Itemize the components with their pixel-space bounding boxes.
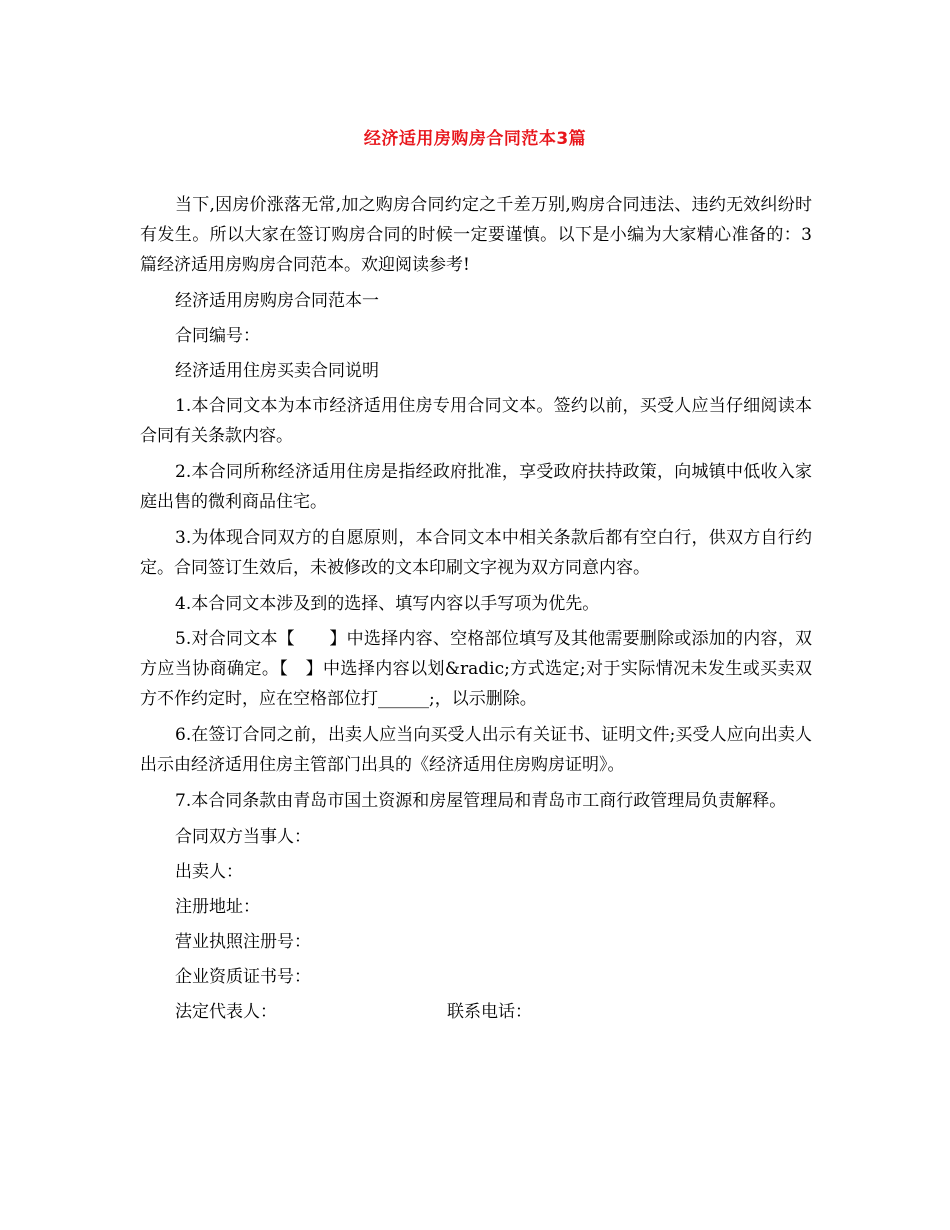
license-label: 营业执照注册号： — [175, 932, 311, 952]
notes-title: 经济适用住房买卖合同说明 — [175, 361, 379, 381]
contract-number-label: 合同编号： — [175, 326, 260, 346]
address-row — [140, 892, 812, 922]
legal-rep-row — [140, 997, 812, 1027]
qualification-row — [140, 962, 812, 992]
document-body — [140, 190, 812, 1032]
note-paragraph-2: 2.本合同所称经济适用住房是指经政府批准，享受政府扶持政策，向城镇中低收入家庭出售的微利商品住宅。 — [140, 462, 812, 512]
document-title: 经济适用房购房合同范本3篇 — [363, 129, 587, 149]
address-label: 注册地址： — [175, 897, 260, 917]
license-row — [140, 927, 812, 957]
seller-row — [140, 857, 812, 887]
seller-label: 出卖人： — [175, 862, 243, 882]
note-paragraph-4: 4.本合同文本涉及到的选择、填写内容以手写项为优先。 — [175, 594, 600, 614]
section-title: 经济适用房购房合同范本一 — [175, 291, 379, 311]
note-paragraph-5: 5.对合同文本【 】中选择内容、空格部位填写及其他需要删除或添加的内容，双方应当协商确定。【 】中选择内容以划&radic;方式选定;对于实际情况未发生或买卖双方不作约定时，应在空格部位打______;，以示删除。 — [140, 629, 812, 709]
phone-label: 联系电话： — [447, 1002, 532, 1022]
note-paragraph-6: 6.在签订合同之前，出卖人应当向买受人出示有关证书、证明文件;买受人应向出卖人出示由经济适用住房主管部门出具的《经济适用住房购房证明》。 — [140, 725, 812, 775]
parties-label-row — [140, 822, 812, 852]
note-paragraph-1: 1.本合同文本为本市经济适用住房专用合同文本。签约以前，买受人应当仔细阅读本合同有关条款内容。 — [140, 396, 812, 446]
legal-rep-label: 法定代表人： — [175, 1002, 277, 1022]
note-paragraph-3: 3.为体现合同双方的自愿原则，本合同文本中相关条款后都有空白行，供双方自行约定。合同签订生效后，未被修改的文本印刷文字视为双方同意内容。 — [140, 528, 812, 578]
qualification-label: 企业资质证书号： — [175, 967, 311, 987]
parties-label: 合同双方当事人： — [175, 827, 311, 847]
note-paragraph-7: 7.本合同条款由青岛市国土资源和房屋管理局和青岛市工商行政管理局负责解释。 — [175, 791, 787, 811]
intro-paragraph: 当下,因房价涨落无常,加之购房合同约定之千差万别,购房合同违法、违约无效纠纷时有发生。所以大家在签订购房合同的时候一定要谨慎。以下是小编为大家精心准备的：3篇经济适用房购房合同范本。欢迎阅读参考! — [140, 195, 812, 275]
